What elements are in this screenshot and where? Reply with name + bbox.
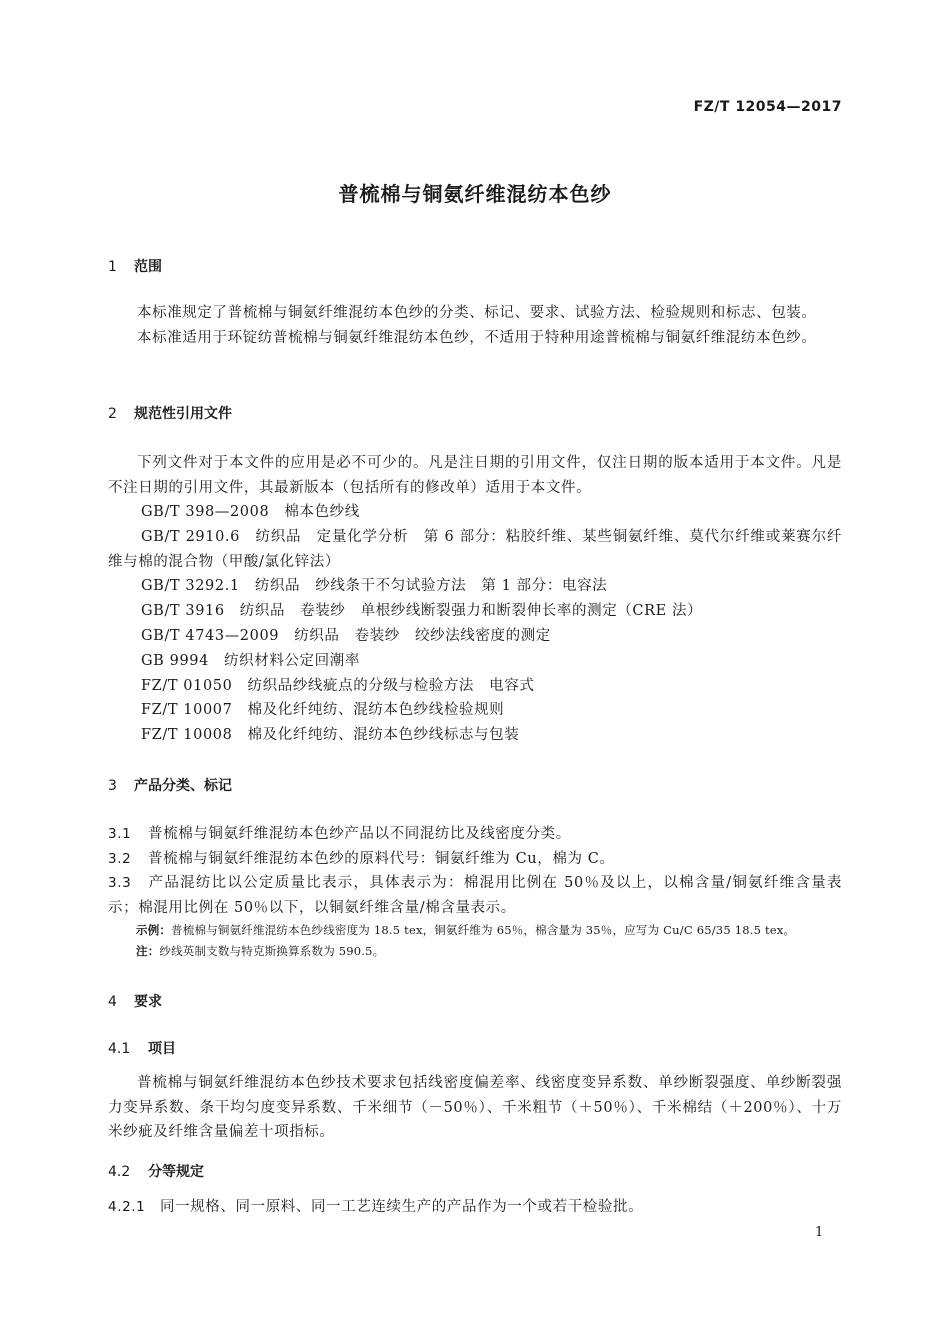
note [108, 941, 842, 962]
section-title: 项目 [148, 1041, 176, 1057]
reference-item: GB/T 3916 纺织品 卷装纱 单根纱线断裂强力和断裂伸长率的测定（CRE 法） [141, 603, 703, 620]
clause-3-2 [108, 847, 842, 872]
clause-number: 3.2 [108, 850, 132, 867]
reference-item: GB/T 398—2008 棉本色纱线 [141, 504, 360, 520]
clause-text: 同一规格、同一原料、同一工艺连续生产的产品作为一个或若干检验批。 [160, 1199, 644, 1215]
section-2-body [108, 451, 842, 748]
paragraph: 下列文件对于本文件的应用是必不可少的。凡是注日期的引用文件，仅注日期的版本适用于本文件。凡是不注日期的引用文件，其最新版本（包括所有的修改单）适用于本文件。 [108, 455, 842, 496]
reference-item: GB/T 3292.1 纺织品 纱线条干不匀试验方法 第 1 部分：电容法 [141, 578, 608, 595]
section-title: 产品分类、标记 [134, 778, 232, 794]
section-number: 2 [108, 406, 117, 422]
reference-item: FZ/T 01050 纺织品纱线疵点的分级与检验方法 电容式 [141, 677, 535, 694]
clause-4-2-1 [108, 1195, 842, 1220]
section-title: 要求 [134, 994, 162, 1010]
clause-number: 3.3 [108, 875, 132, 891]
clause-3-1 [108, 822, 842, 847]
section-number: 1 [108, 259, 117, 275]
section-3-body [108, 822, 842, 962]
paragraph: 本标准规定了普梳棉与铜氨纤维混纺本色纱的分类、标记、要求、试验方法、检验规则和标志、包装。 [137, 305, 817, 321]
example-text: 普梳棉与铜氨纤维混纺本色纱线密度为 18.5 tex，铜氨纤维为 65％，棉含量为 35％，应写为 Cu/C 65/35 18.5 tex。 [171, 923, 796, 937]
reference-item: GB/T 4743—2009 纺织品 卷装纱 绞纱法线密度的测定 [141, 627, 551, 644]
clause-number: 3.1 [108, 826, 132, 842]
reference-item: FZ/T 10008 棉及化纤纯纺、混纺本色纱线标志与包装 [141, 727, 520, 744]
section-4-2-body [108, 1195, 842, 1220]
standard-code: FZ/T 12054—2017 [693, 99, 842, 115]
clause-text: 普梳棉与铜氨纤维混纺本色纱产品以不同混纺比及线密度分类。 [148, 826, 571, 842]
document-title: 普梳棉与铜氨纤维混纺本色纱 [338, 182, 612, 206]
section-number: 4.1 [108, 1041, 131, 1057]
reference-item: GB/T 2910.6 纺织品 定量化学分析 第 6 部分：粘胶纤维、某些铜氨纤维、莫代尔纤维或莱赛尔纤维与棉的混合物（甲酸/氯化锌法） [108, 528, 842, 570]
section-number: 4 [108, 994, 117, 1010]
section-number: 4.2 [108, 1164, 131, 1180]
note-text: 纱线英制支数与特克斯换算系数为 590.5。 [159, 944, 385, 958]
section-4-2-heading [108, 1161, 842, 1181]
clause-number: 4.2.1 [108, 1199, 146, 1215]
example-label: 示例： [136, 923, 172, 937]
section-1-body [108, 301, 842, 350]
clause-3-3 [108, 871, 842, 920]
section-4-1-body [108, 1071, 842, 1145]
clause-text: 普梳棉与铜氨纤维混纺本色纱的原料代号：铜氨纤维为 Cu，棉为 C。 [148, 850, 615, 867]
reference-item: GB 9994 纺织材料公定回潮率 [141, 652, 360, 669]
note-label: 注： [136, 944, 160, 958]
example [108, 920, 842, 941]
section-4-1-heading [108, 1038, 842, 1058]
reference-item: FZ/T 10007 棉及化纤纯纺、混纺本色纱线检验规则 [141, 702, 505, 719]
page-number: 1 [815, 1225, 824, 1240]
section-2-heading [108, 403, 842, 423]
clause-text: 产品混纺比以公定质量比表示，具体表示为：棉混用比例在 50％及以上，以棉含量/铜氨纤维含量表示；棉混用比例在 50％以下，以铜氨纤维含量/棉含量表示。 [108, 875, 842, 916]
paragraph: 本标准适用于环锭纺普梳棉与铜氨纤维混纺本色纱，不适用于特种用途普梳棉与铜氨纤维混纺本色纱。 [137, 329, 817, 346]
paragraph: 普梳棉与铜氨纤维混纺本色纱技术要求包括线密度偏差率、线密度变异系数、单纱断裂强度、单纱断裂强力变异系数、条干均匀度变异系数、千米细节（－50％）、千米粗节（＋50％）、千米棉结（＋200％）、十万米纱疵及纤维含量偏差十项指标。 [108, 1075, 842, 1140]
section-title: 范围 [134, 259, 162, 275]
section-title: 分等规定 [148, 1164, 204, 1180]
section-4-heading [108, 991, 842, 1011]
section-3-heading [108, 775, 842, 795]
section-number: 3 [108, 778, 117, 794]
section-1-heading [108, 256, 842, 276]
section-title: 规范性引用文件 [134, 406, 232, 422]
